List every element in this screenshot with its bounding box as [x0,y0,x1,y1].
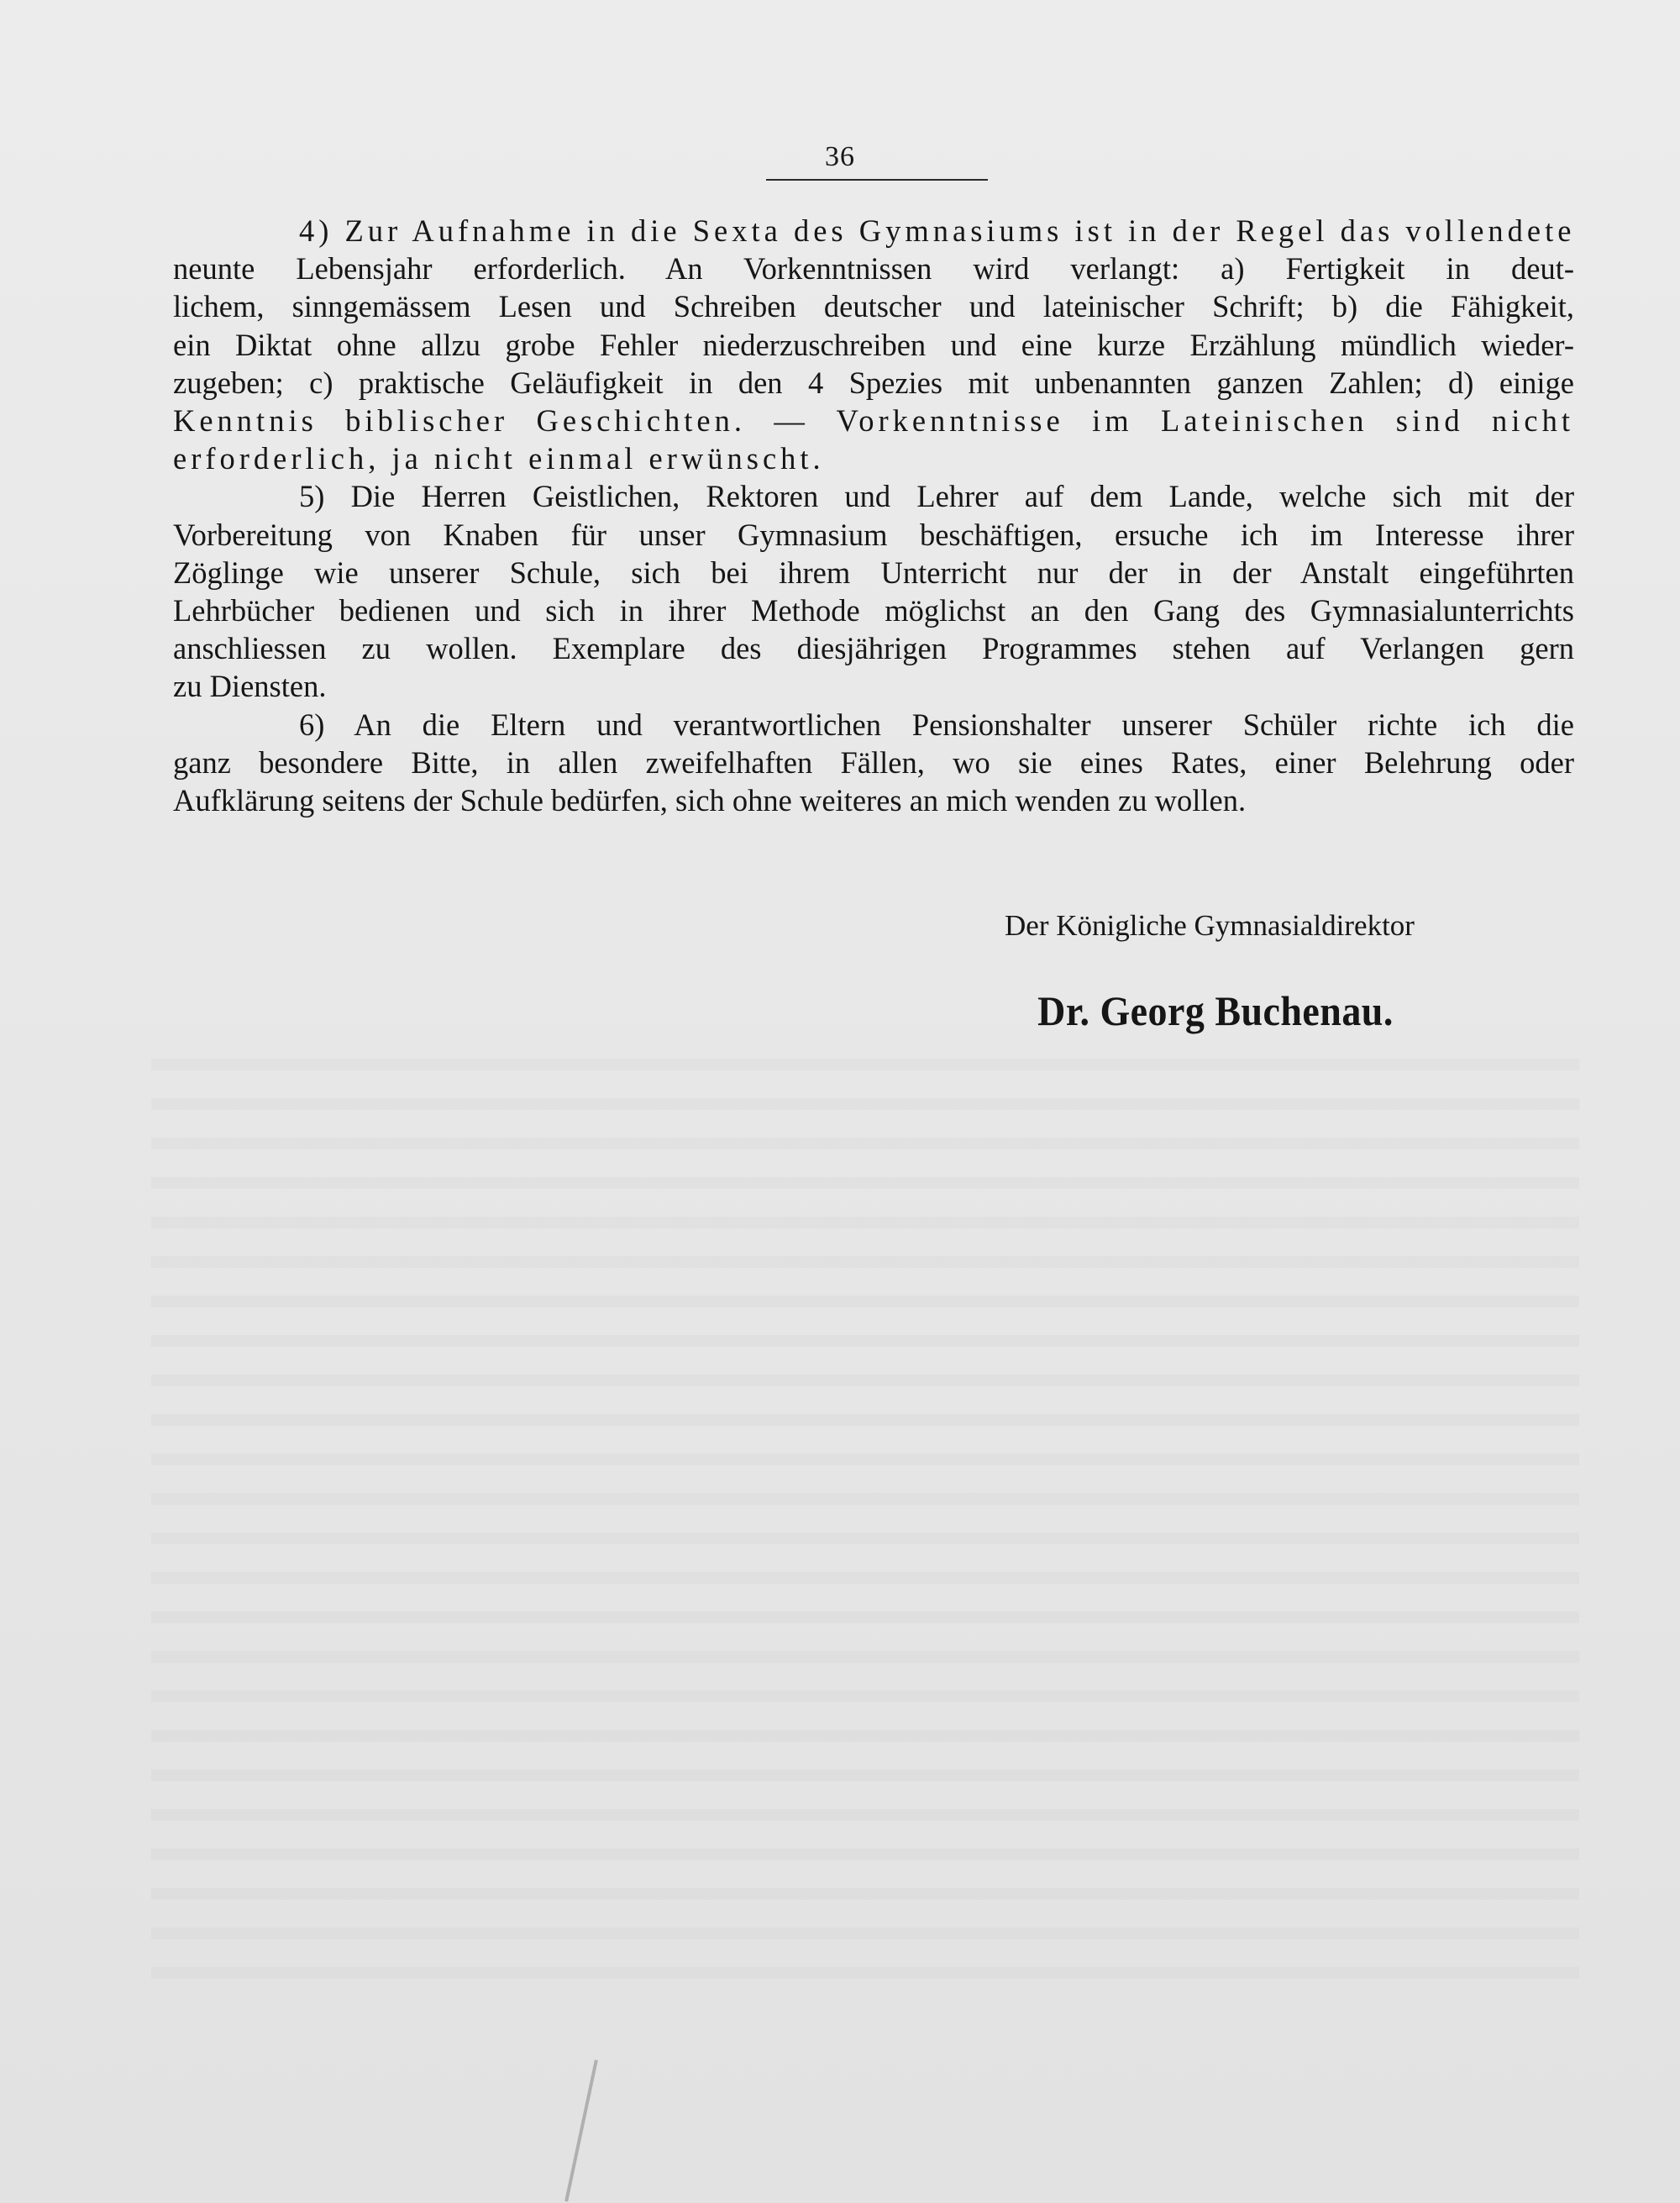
text-line: Zöglinge wie unserer Schule, sich bei ihrem Unterricht nur der in der Anstalt eingeführten [173,555,1574,590]
paragraph-5 [173,477,1574,705]
text-line: Kenntnis biblischer Geschichten. — Vorkenntnisse im Lateinischen sind nicht [173,403,1574,439]
text-line: 5) Die Herren Geistlichen, Rektoren und Lehrer auf dem Lande, welche sich mit der [299,479,1574,514]
page-number: 36 [825,141,855,172]
text-line: 4) Zur Aufnahme in die Sexta des Gymnasiums ist in der Regel das vollendete [299,213,1576,248]
text-line: ein Diktat ohne allzu grobe Fehler niederzuschreiben und eine kurze Erzählung mündlich wieder- [173,327,1574,362]
text-line: zu Diensten. [173,669,327,704]
header-rule [766,179,988,181]
text-line: anschliessen zu wollen. Exemplare des diesjährigen Programmes stehen auf Verlangen gern [173,631,1574,666]
text-line: neunte Lebensjahr erforderlich. An Vorkenntnissen wird verlangt: a) Fertigkeit in deut- [173,251,1574,287]
text-line: lichem, sinngemässem Lesen und Schreiben deutscher und lateinischer Schrift; b) die Fähigkeit, [173,289,1574,324]
text-line: ganz besondere Bitte, in allen zweifelhaften Fällen, wo sie eines Rates, einer Belehrung oder [173,744,1574,780]
text-line: Aufklärung seitens der Schule bedürfen, sich ohne weiteres an mich wenden zu wollen. [173,783,1247,818]
show-through-texture [151,1059,1579,1983]
paragraph-6 [173,706,1574,820]
text-line: Lehrbücher bedienen und sich in ihrer Methode möglichst an den Gang des Gymnasialunterrichts [173,593,1574,628]
text-line: Vorbereitung von Knaben für unser Gymnasium beschäftigen, ersuche ich im Interesse ihrer [173,517,1574,552]
scan-mark [564,2059,598,2201]
text-line: zugeben; c) praktische Geläufigkeit in den 4 Spezies mit unbenannten ganzen Zahlen; d) einige [173,365,1574,400]
body-text [173,212,1574,819]
paragraph-4 [173,212,1574,477]
closing-title: Der Königliche Gymnasialdirektor [1005,909,1415,942]
text-line: 6) An die Eltern und verantwortlichen Pensionshalter unserer Schüler richte ich die [299,707,1574,742]
text-line: erforderlich, ja nicht einmal erwünscht. [173,441,825,476]
signature-name: Dr. Georg Buchenau. [1037,987,1394,1034]
